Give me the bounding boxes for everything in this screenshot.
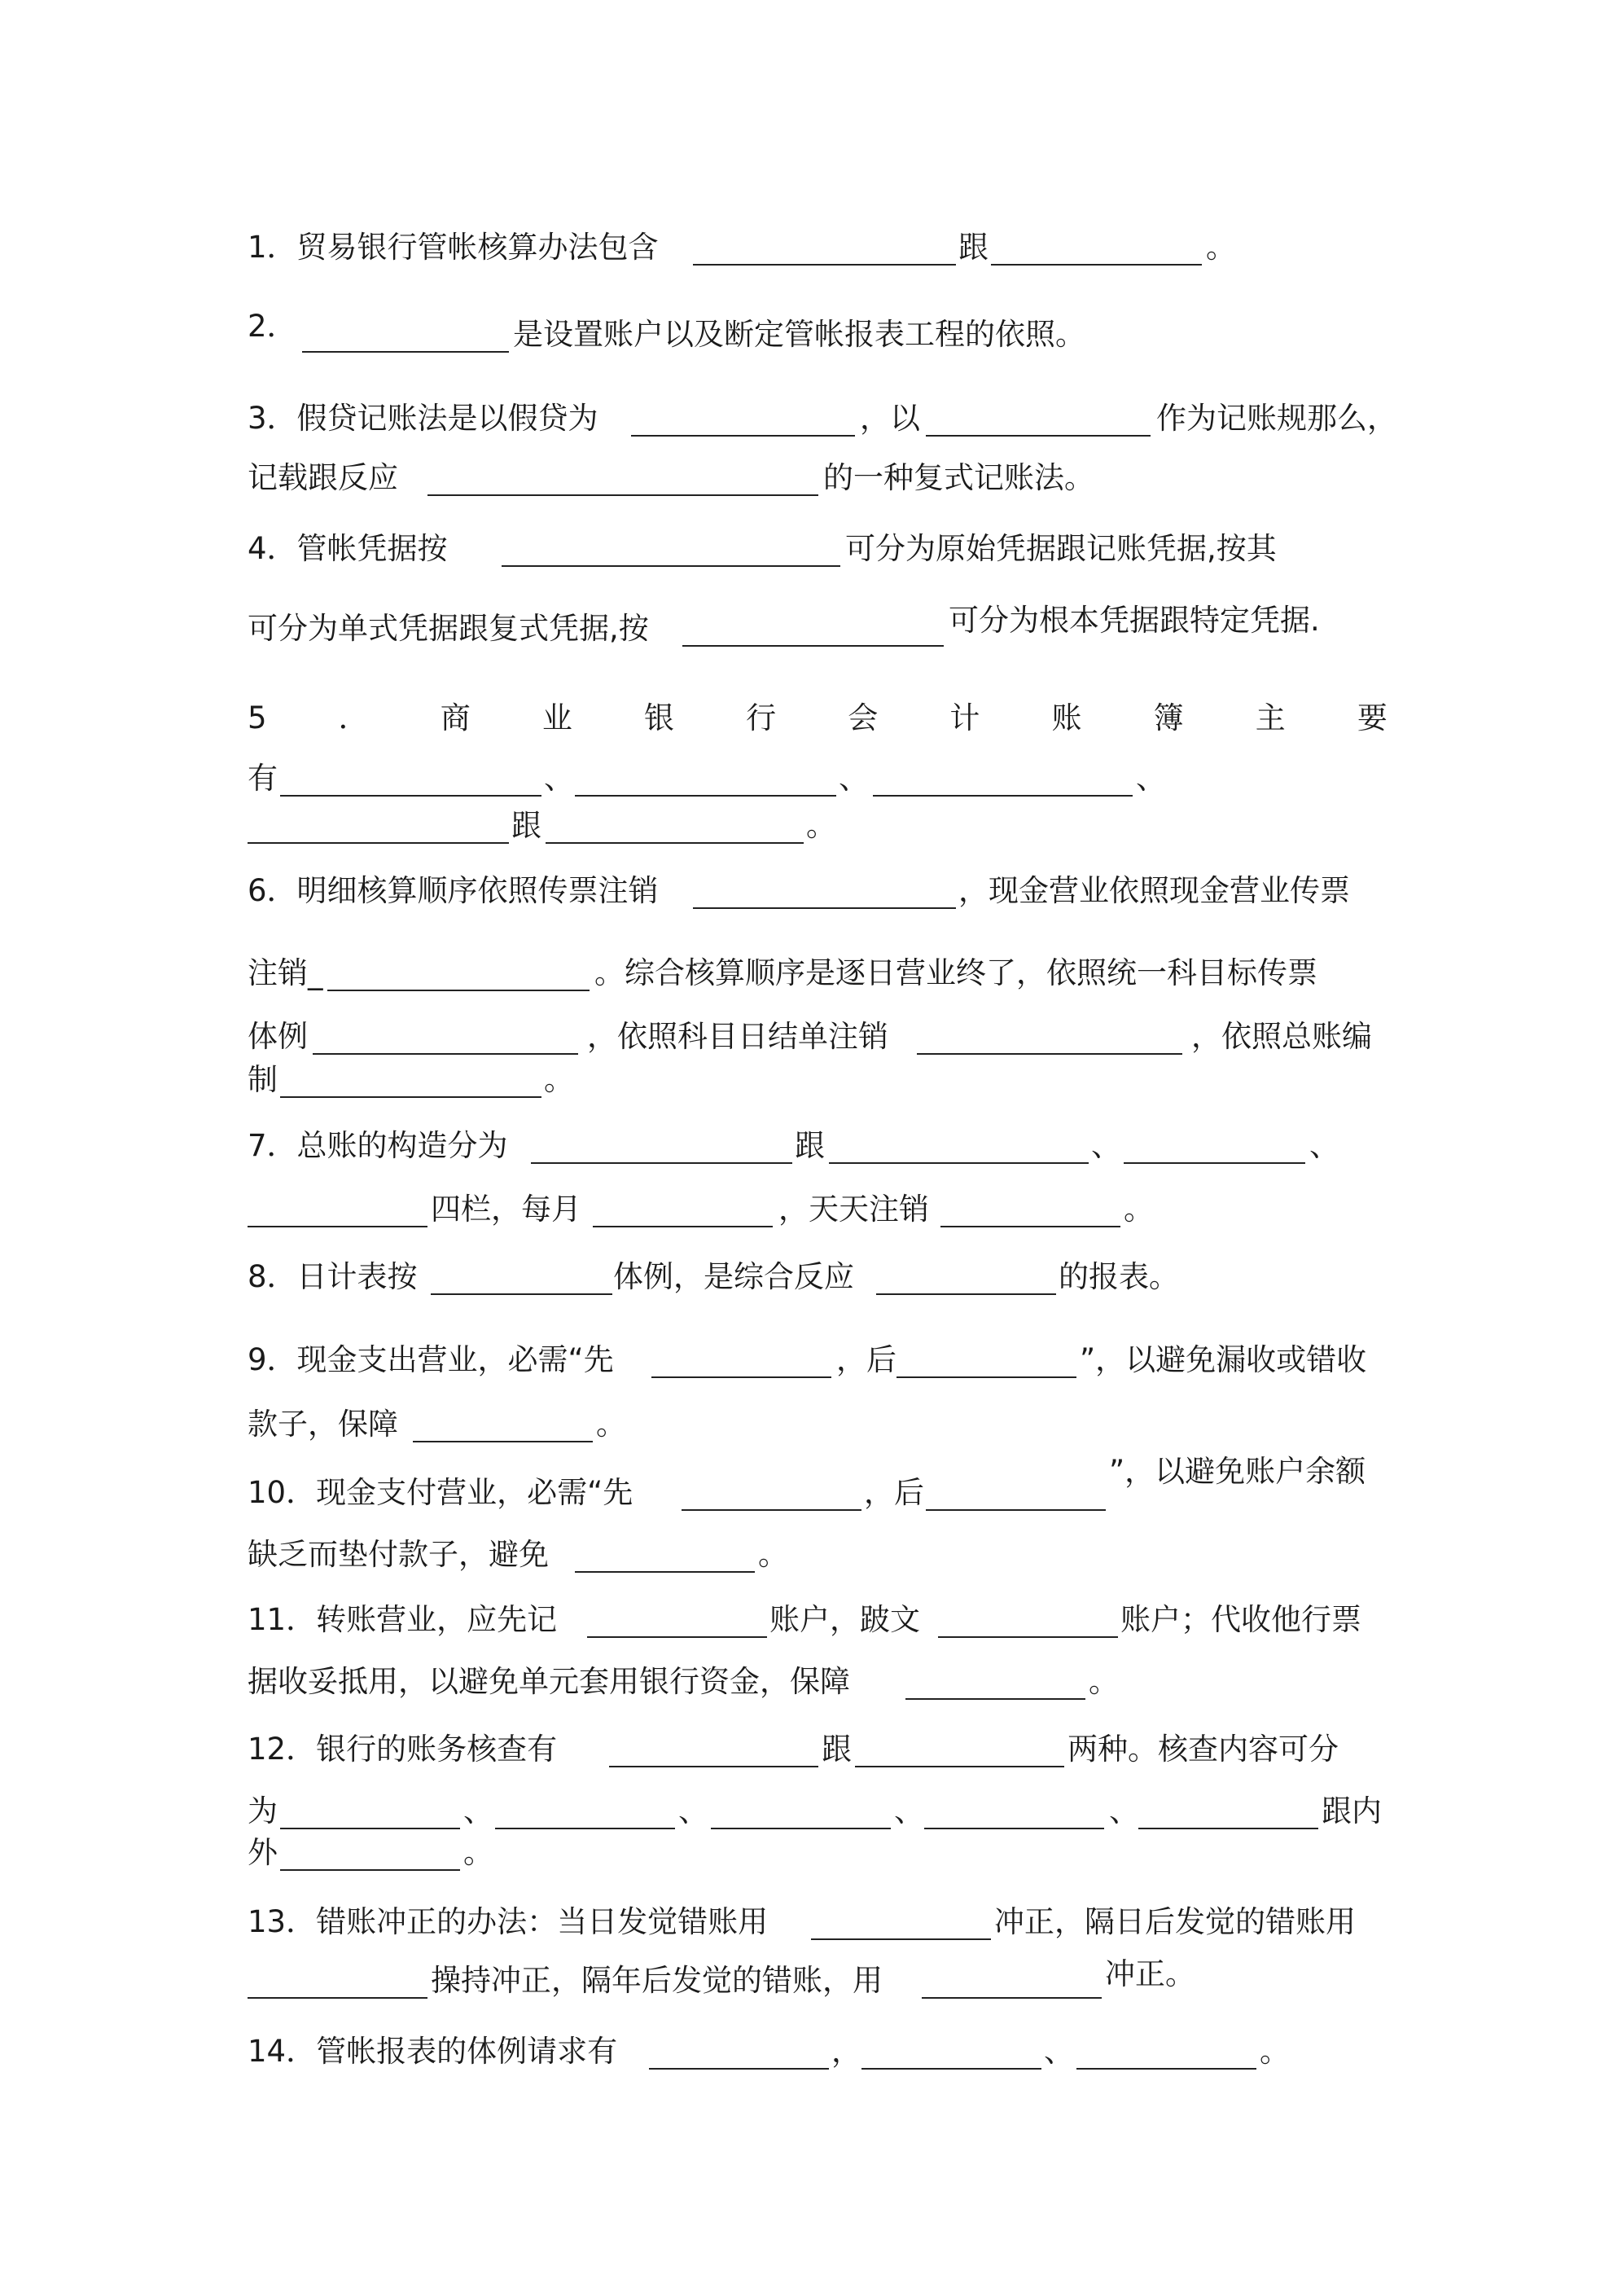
answer-blank <box>427 460 818 496</box>
answer-blank <box>938 1602 1118 1638</box>
question-text: 、 <box>463 1793 493 1828</box>
answer-blank <box>248 1963 427 1999</box>
question-number: 2． <box>248 309 297 344</box>
question-text: 跟内 <box>1322 1793 1382 1828</box>
question-text: 、 <box>1309 1128 1339 1163</box>
question-text: 作为记账规那么， <box>1156 401 1397 436</box>
answer-blank <box>651 1342 831 1378</box>
answer-blank <box>940 1192 1120 1227</box>
question-text: 。 <box>1089 1664 1119 1699</box>
question-text: 跟 <box>822 1732 852 1767</box>
answer-blank <box>876 1259 1056 1295</box>
answer-blank <box>905 1664 1085 1700</box>
question-text: 记载跟反应 <box>248 460 398 495</box>
question-line <box>0 1192 1622 1227</box>
question-text: 6．明细核算顺序依照传票注销 <box>248 873 659 908</box>
answer-blank <box>693 873 956 909</box>
answer-blank <box>313 1019 578 1055</box>
answer-blank <box>248 808 509 844</box>
answer-blank <box>926 401 1151 437</box>
answer-blank <box>1076 2034 1256 2070</box>
question-text: 。 <box>544 1062 574 1097</box>
answer-blank <box>280 761 541 797</box>
question-char: ． <box>338 700 369 735</box>
question-text: 可分为单式凭据跟复式凭据,按 <box>248 611 649 646</box>
answer-blank <box>1138 1793 1318 1829</box>
question-text: 的报表。 <box>1059 1259 1179 1294</box>
answer-blank <box>682 1475 861 1511</box>
question-line <box>0 531 1622 567</box>
question-text: ，后 <box>836 1342 896 1377</box>
answer-blank <box>546 808 804 844</box>
answer-blank <box>413 1407 593 1442</box>
question-line <box>0 1342 1622 1378</box>
answer-blank <box>917 1019 1182 1055</box>
answer-blank <box>327 955 590 991</box>
question-text: 、 <box>1091 1128 1121 1163</box>
question-line <box>0 873 1622 909</box>
answer-blank <box>502 531 840 567</box>
question-text: 账户，跛文 <box>769 1602 920 1637</box>
answer-blank <box>631 401 855 437</box>
answer-blank <box>609 1732 818 1767</box>
question-line <box>0 955 1622 991</box>
answer-blank <box>593 1192 773 1227</box>
answer-blank <box>926 1475 1106 1511</box>
question-text: 跟 <box>795 1128 825 1163</box>
answer-blank <box>431 1259 612 1295</box>
question-text: 为 <box>248 1793 278 1828</box>
justified-text <box>248 700 1387 736</box>
answer-blank <box>873 761 1133 797</box>
question-text: 。 <box>1260 2034 1290 2069</box>
question-text: 、 <box>839 761 869 796</box>
answer-blank <box>829 1128 1089 1164</box>
question-line <box>0 700 1622 736</box>
question-text: 14．管帐报表的体例请求有 <box>248 2034 618 2069</box>
answer-blank <box>531 1128 792 1164</box>
question-text: 跟 <box>958 230 989 265</box>
answer-blank <box>575 1537 755 1573</box>
question-line <box>0 2034 1622 2070</box>
question-text: 。 <box>1124 1192 1154 1227</box>
question-text: 款子，保障 <box>248 1407 398 1442</box>
question-text: 可分为根本凭据跟特定凭据. <box>949 603 1320 638</box>
question-line <box>0 1664 1622 1700</box>
question-text: 1．贸易银行管帐核算办法包含 <box>248 230 659 265</box>
question-text: 据收妥抵用，以避免单元套用银行资金，保障 <box>248 1664 850 1699</box>
question-line <box>0 1537 1622 1573</box>
question-line <box>0 808 1622 844</box>
question-line <box>0 460 1622 496</box>
question-char: 要 <box>1357 700 1387 735</box>
question-text: 外 <box>248 1835 278 1870</box>
question-line <box>0 401 1622 437</box>
question-text: ”，以避免漏收或错收 <box>1080 1342 1367 1377</box>
question-text: 账户；代收他行票 <box>1120 1602 1361 1637</box>
answer-blank <box>280 1835 460 1871</box>
question-text: 。 <box>758 1537 788 1572</box>
question-char: 商 <box>440 700 471 735</box>
question-text: 冲正，隔日后发觉的错账用 <box>994 1904 1356 1939</box>
question-char: 业 <box>541 700 572 735</box>
question-text: 的一种复式记账法。 <box>823 460 1094 495</box>
question-text: ， <box>831 2034 861 2069</box>
question-text: 、 <box>1109 1793 1139 1828</box>
question-line <box>0 603 1622 647</box>
question-text: ，依照总账编 <box>1191 1019 1372 1054</box>
question-line <box>0 1732 1622 1767</box>
answer-blank <box>682 611 944 647</box>
question-line <box>0 1454 1622 1511</box>
question-number: 5 <box>248 700 267 735</box>
question-text: 10．现金支付营业，必需“先 <box>248 1475 633 1510</box>
question-char: 会 <box>848 700 879 735</box>
question-text: 缺乏而垫付款子，避免 <box>248 1537 549 1572</box>
question-text: 有 <box>248 761 278 796</box>
answer-blank <box>693 230 956 266</box>
question-line <box>0 1602 1622 1638</box>
question-text: 可分为原始凭据跟记账凭据,按其 <box>845 531 1277 566</box>
question-line <box>0 230 1622 266</box>
question-text: ，现金营业依照现金营业传票 <box>958 873 1350 908</box>
question-text: 9．现金支出营业，必需“先 <box>248 1342 614 1377</box>
question-text: 。 <box>806 808 836 843</box>
answer-blank <box>896 1342 1076 1378</box>
answer-blank <box>855 1732 1064 1767</box>
question-line <box>0 1259 1622 1295</box>
answer-blank <box>587 1602 767 1638</box>
question-text: 跟 <box>511 808 541 843</box>
question-text: 操持冲正，隔年后发觉的错账，用 <box>431 1963 883 1998</box>
question-text: 制 <box>248 1062 278 1097</box>
question-text: 、 <box>894 1793 924 1828</box>
question-char: 主 <box>1255 700 1286 735</box>
question-char: 账 <box>1051 700 1082 735</box>
answer-blank <box>991 230 1202 266</box>
question-text: ，后 <box>864 1475 924 1510</box>
question-line <box>0 1793 1622 1829</box>
question-text: 注销_ <box>248 955 323 990</box>
question-text: 8．日计表按 <box>248 1259 418 1294</box>
question-text: 体例 <box>248 1019 308 1054</box>
question-line <box>0 1019 1622 1055</box>
question-line <box>0 761 1622 797</box>
question-text: ，依照科目日结单注销 <box>587 1019 888 1054</box>
answer-blank <box>811 1904 991 1940</box>
question-text: ，以 <box>860 401 920 436</box>
question-line <box>0 1835 1622 1871</box>
answer-blank <box>922 1963 1102 1999</box>
question-text: ，天天注销 <box>778 1192 929 1227</box>
question-line <box>0 1062 1622 1098</box>
answer-blank <box>861 2034 1041 2070</box>
question-text: 4．管帐凭据按 <box>248 531 448 566</box>
answer-blank <box>248 1192 427 1227</box>
question-line <box>0 1956 1622 1999</box>
answer-blank <box>1124 1128 1305 1164</box>
question-text: 两种。核查内容可分 <box>1067 1732 1339 1767</box>
question-text: 。 <box>463 1835 493 1870</box>
question-char: 银 <box>644 700 675 735</box>
question-text: 、 <box>678 1793 708 1828</box>
question-line <box>0 1407 1622 1442</box>
question-text: 3．假贷记账法是以假贷为 <box>248 401 598 436</box>
answer-blank <box>495 1793 675 1829</box>
answer-blank <box>711 1793 891 1829</box>
question-text: 13．错账冲正的办法：当日发觉错账用 <box>248 1904 769 1939</box>
question-text: 11．转账营业，应先记 <box>248 1602 558 1637</box>
question-char: 行 <box>746 700 777 735</box>
question-text: 是设置账户以及断定管帐报表工程的依照。 <box>513 317 1085 352</box>
answer-blank <box>924 1793 1104 1829</box>
question-text: 冲正。 <box>1105 1956 1195 1991</box>
question-line <box>0 309 1622 353</box>
answer-blank <box>575 761 836 797</box>
question-line <box>0 1904 1622 1940</box>
question-text: ”，以避免账户余额 <box>1109 1454 1366 1489</box>
question-char: 簿 <box>1153 700 1184 735</box>
answer-blank <box>649 2034 829 2070</box>
question-text: 。 <box>596 1407 626 1442</box>
question-text: 7．总账的构造分为 <box>248 1128 508 1163</box>
question-text: 12．银行的账务核查有 <box>248 1732 558 1767</box>
question-text: 四栏，每月 <box>431 1192 581 1227</box>
question-char: 计 <box>949 700 980 735</box>
question-text: 体例，是综合反应 <box>613 1259 854 1294</box>
answer-blank <box>280 1793 460 1829</box>
question-line <box>0 1128 1622 1164</box>
question-text: 。综合核算顺序是逐日营业终了，依照统一科目标传票 <box>594 955 1317 990</box>
question-text: 、 <box>1136 761 1166 796</box>
question-text: 、 <box>544 761 574 796</box>
answer-blank <box>302 317 509 353</box>
question-text: 、 <box>1044 2034 1074 2069</box>
question-text: 。 <box>1206 230 1236 265</box>
answer-blank <box>280 1062 541 1098</box>
